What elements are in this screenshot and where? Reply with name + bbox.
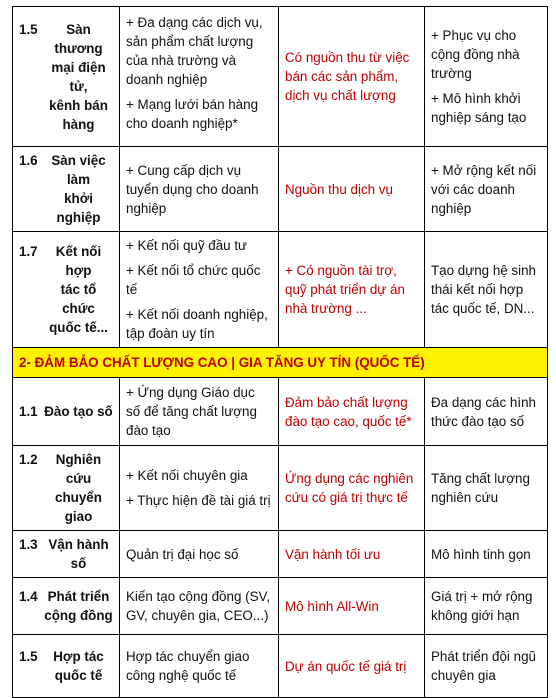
description-item: + Mạng lưới bán hàng cho doanh nghiệp* bbox=[126, 97, 259, 131]
strategy-table bbox=[12, 6, 548, 698]
row-name bbox=[44, 151, 113, 227]
row-name-line: hàng bbox=[62, 116, 95, 132]
row-name-line: Vận hành số bbox=[48, 537, 109, 571]
row-name bbox=[44, 535, 113, 573]
row-name-line: Hợp tác bbox=[53, 649, 104, 664]
outcome-item: Phát triển đội ngũ chuyên gia bbox=[431, 649, 536, 683]
table-row bbox=[13, 7, 548, 147]
row-title-cell bbox=[13, 531, 120, 578]
row-name-line: quốc tế bbox=[54, 668, 103, 683]
section-title: 2- ĐẢM BẢO CHẤT LƯỢNG CAO | GIA TĂNG UY TÍN (QUỐC TẾ) bbox=[13, 348, 548, 378]
row-number: 1.1 bbox=[19, 404, 38, 419]
table-row bbox=[13, 578, 548, 635]
table-row bbox=[13, 232, 548, 348]
description-item: Quản trị đại học số bbox=[126, 546, 239, 562]
outcome-item: Đa dạng các hình thức đào tạo số bbox=[431, 394, 536, 429]
outcome-cell bbox=[425, 635, 548, 698]
row-name bbox=[44, 242, 113, 337]
value-cell: Dự án quốc tế giá trị bbox=[279, 635, 425, 698]
table-section bbox=[13, 348, 548, 378]
row-title bbox=[19, 450, 113, 526]
value-cell: Đảm bảo chất lượng đào tạo cao, quốc tế* bbox=[279, 378, 425, 446]
value-cell: Ứng dụng các nghiên cứu có giá trị thực tế bbox=[279, 446, 425, 531]
row-title-cell bbox=[13, 7, 120, 147]
row-name-line: Kết nối hợp bbox=[55, 244, 102, 278]
value-cell: Vận hành tối ưu bbox=[279, 531, 425, 578]
section-header-row bbox=[13, 348, 548, 378]
row-title-cell bbox=[13, 147, 120, 232]
description-cell bbox=[120, 232, 279, 348]
row-name-line: Sàn việc làm bbox=[51, 153, 106, 187]
description-item: Kiến tạo cộng đồng (SV, GV, chuyên gia, CEO...) bbox=[126, 589, 270, 623]
outcome-item: + Phục vụ cho cộng đồng nhà trường bbox=[431, 28, 520, 81]
row-title bbox=[19, 151, 113, 227]
outcome-cell bbox=[425, 7, 548, 147]
row-name-line: tác tổ chức bbox=[60, 282, 97, 316]
description-item: + Ứng dụng Giáo dục số để tăng chất lượng đào tạo bbox=[126, 385, 257, 438]
outcome-cell bbox=[425, 232, 548, 348]
row-name-line: kênh bán bbox=[49, 97, 108, 113]
row-number: 1.2 bbox=[19, 452, 38, 467]
description-cell bbox=[120, 446, 279, 531]
description-item: Hợp tác chuyển giao công nghệ quốc tế bbox=[126, 649, 250, 683]
description-cell bbox=[120, 635, 279, 698]
outcome-item: + Mở rộng kết nối với các doanh nghiệp bbox=[431, 162, 537, 216]
row-name-line: mại điện tử, bbox=[51, 59, 106, 94]
outcome-item: Mô hình tinh gọn bbox=[431, 546, 531, 562]
row-number: 1.3 bbox=[19, 537, 38, 552]
document-page bbox=[12, 6, 547, 698]
description-cell bbox=[120, 147, 279, 232]
value-cell: Có nguồn thu từ việc bán các sản phẩm, dịch vụ chất lượng bbox=[279, 7, 425, 147]
row-name bbox=[44, 647, 113, 685]
row-name-line: Phát triển bbox=[47, 589, 110, 604]
outcome-item: + Mô hình khởi nghiệp sáng tạo bbox=[431, 91, 527, 125]
outcome-cell bbox=[425, 578, 548, 635]
description-item: + Kết nối chuyên gia bbox=[126, 468, 248, 483]
row-title-cell bbox=[13, 378, 120, 446]
outcome-cell bbox=[425, 147, 548, 232]
row-number: 1.5 bbox=[19, 21, 38, 37]
description-item: + Kết nối tổ chức quốc tế bbox=[126, 263, 261, 297]
table-row bbox=[13, 378, 548, 446]
row-number: 1.5 bbox=[19, 649, 38, 664]
description-cell bbox=[120, 378, 279, 446]
table-body-part-2 bbox=[13, 378, 548, 698]
row-name-line: Sàn thương bbox=[54, 21, 103, 56]
table-row bbox=[13, 147, 548, 232]
row-number: 1.6 bbox=[19, 153, 38, 168]
row-title bbox=[19, 647, 113, 685]
row-name-line: Đào tạo số bbox=[44, 404, 113, 419]
row-title-cell bbox=[13, 446, 120, 531]
description-item: + Thực hiện đề tài giá trị bbox=[126, 493, 271, 508]
description-item: + Cung cấp dịch vụ tuyển dụng cho doanh nghiệp bbox=[126, 162, 259, 216]
row-name bbox=[44, 587, 113, 625]
outcome-cell bbox=[425, 531, 548, 578]
row-name-line: quốc tế... bbox=[49, 320, 108, 335]
description-item: + Đa dạng các dịch vụ, sản phẩm chất lượng của nhà trường và doanh nghiệp bbox=[126, 15, 263, 87]
table-row bbox=[13, 531, 548, 578]
description-cell bbox=[120, 7, 279, 147]
description-cell bbox=[120, 578, 279, 635]
value-cell: Mô hình All-Win bbox=[279, 578, 425, 635]
row-number: 1.7 bbox=[19, 244, 38, 259]
description-item: + Kết nối doanh nghiệp, tập đoàn uy tín bbox=[126, 307, 268, 341]
row-name bbox=[44, 450, 113, 526]
outcome-cell bbox=[425, 378, 548, 446]
table-body-part-1 bbox=[13, 7, 548, 348]
row-title bbox=[19, 242, 113, 337]
value-cell: + Có nguồn tài trợ, quỹ phát triển dự án nhà trường ... bbox=[279, 232, 425, 348]
outcome-item: Tăng chất lượng nghiên cứu bbox=[431, 471, 530, 505]
row-title bbox=[19, 20, 113, 134]
row-title bbox=[19, 587, 113, 625]
row-number: 1.4 bbox=[19, 589, 38, 604]
row-title bbox=[19, 402, 113, 421]
row-title-cell bbox=[13, 635, 120, 698]
outcome-cell bbox=[425, 446, 548, 531]
row-name-line: chuyển giao bbox=[55, 490, 102, 524]
value-cell: Nguồn thu dịch vụ bbox=[279, 147, 425, 232]
row-name-line: Nghiên cứu bbox=[55, 452, 102, 486]
row-title bbox=[19, 535, 113, 573]
outcome-item: Tạo dựng hệ sinh thái kết nối hợp tác quốc tế, DN... bbox=[431, 263, 537, 316]
row-name-line: cộng đồng bbox=[44, 608, 113, 623]
row-name-line: khởi nghiệp bbox=[56, 191, 101, 225]
description-item: + Kết nối quỹ đầu tư bbox=[126, 238, 248, 253]
description-cell bbox=[120, 531, 279, 578]
row-title-cell bbox=[13, 578, 120, 635]
row-name bbox=[44, 20, 113, 134]
table-row bbox=[13, 635, 548, 698]
outcome-item: Giá trị + mở rộng không giới hạn bbox=[431, 589, 533, 623]
row-name bbox=[44, 402, 113, 421]
table-row bbox=[13, 446, 548, 531]
row-title-cell bbox=[13, 232, 120, 348]
